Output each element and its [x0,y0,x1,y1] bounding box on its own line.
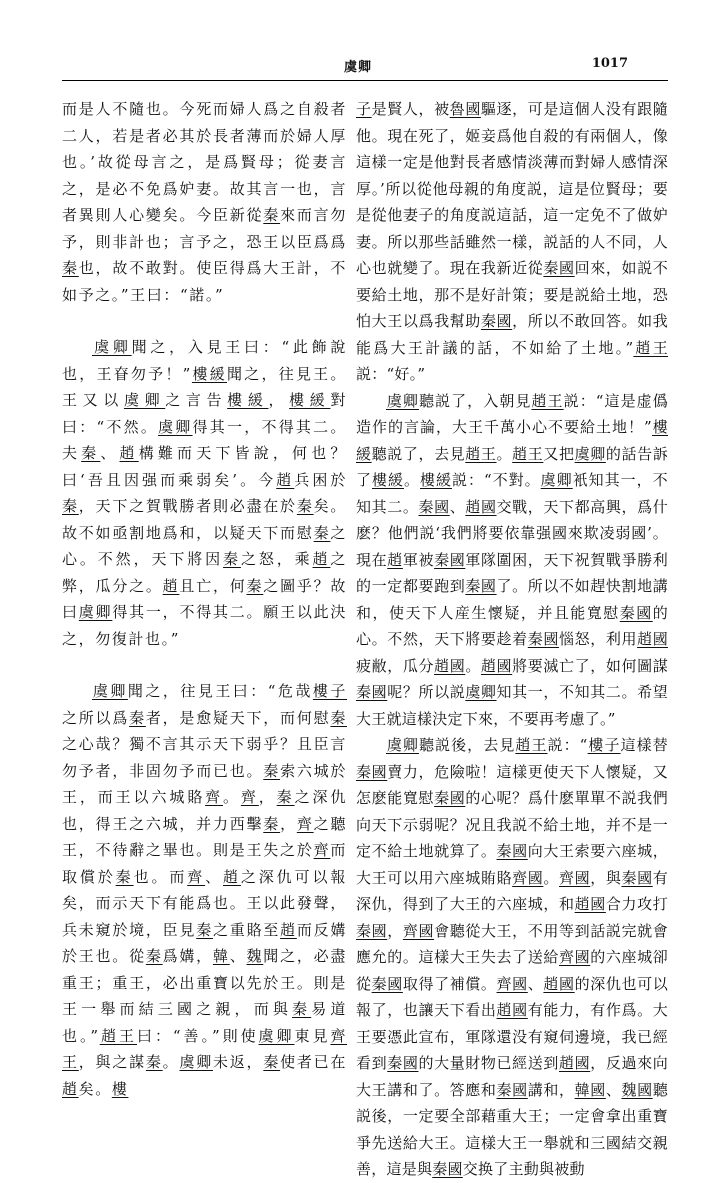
text-run: 、 [605,1080,622,1099]
proper-name: 秦 [223,550,241,568]
text-run: 曰：“善。”則使 [137,1026,259,1045]
text-run: 未返， [212,1053,264,1071]
page-number: 1017 [591,56,628,71]
proper-name: 趙王 [515,736,548,754]
text-run: 知其一，不知其二。希望大王就這樣決定下來，不要再考慮了。” [356,683,668,728]
text-run: 東見 [294,1026,331,1045]
translation-paragraph [356,96,668,388]
proper-name: 秦 [246,576,264,595]
text-run: 的六座城卻從 [356,948,668,993]
text-run: ，與之謀 [78,1053,146,1071]
proper-name: 趙 [162,576,180,595]
text-run: 易道也。” [62,1000,347,1045]
proper-name: 樓緩 [191,364,228,383]
text-run: 矣。 [78,1079,112,1098]
text-run: 者，是愈疑天下，而何慰 [145,708,331,727]
proper-name: 子 [356,100,372,118]
text-run: 索六城於王，而王以六城賂 [62,761,347,806]
text-run: 又把 [543,444,575,463]
proper-name: 秦 [62,497,79,515]
text-run: 回來，如説不要給土地，那不是好計策；要是説給土地，恐怕大王以爲我幫助 [356,259,668,330]
text-run: ，與 [590,868,622,887]
text-run: 交换了主動與被動 [462,1160,585,1178]
text-run: 聽説了，去見 [371,444,466,463]
text-run: 、 [205,867,224,886]
proper-name: 趙王 [512,444,544,463]
text-run: 呢？所以説 [387,683,466,701]
proper-name: 樓子 [312,682,348,700]
text-run: ，天下之賀戰勝者則必盡在於 [78,497,297,515]
proper-name: 秦 [129,708,146,727]
text-run: 這樣替 [620,736,668,754]
proper-name: 樓緩 [372,471,404,489]
text-run: 之弊，瓜分之。 [62,550,348,595]
proper-name: 秦 [196,920,213,939]
text-run: 聽説了，入朝見 [418,391,532,410]
proper-name: 趙 [387,550,403,569]
text-run: 也。而 [133,867,188,886]
proper-name: 樓子 [587,736,621,754]
text-run: ， [258,788,277,806]
proper-name: 秦國 [418,497,450,516]
proper-name: 趙國 [480,656,513,675]
paragraph-gap [62,308,347,334]
proper-name: 趙國 [434,656,466,675]
text-run: 兵困於 [294,470,347,489]
text-run: 交戰，天下都高興，爲什麽？他們説‘我們將要依靠强國來欺凌弱國’。現在 [356,497,668,569]
proper-name: 趙國 [496,1001,528,1019]
text-run: 、 [449,497,466,516]
proper-name: 魏 [246,947,264,965]
text-run: 而取償於 [62,841,347,886]
text-run: 之所以爲 [62,708,130,727]
classical-paragraph [62,678,347,1102]
proper-name: 韓國 [574,1080,606,1099]
running-header-title: 虞卿 [343,60,372,75]
proper-name: 虞卿 [158,417,193,436]
proper-name: 齊國 [512,868,544,887]
proper-name: 虞卿 [123,391,166,409]
text-run: 説：“好。” [356,365,426,383]
text-run: 對曰：“不然。 [62,391,348,436]
text-run: 的大量財物已經送到 [418,1054,559,1072]
proper-name: 齊國 [559,868,591,887]
proper-name: 秦 [62,259,79,277]
proper-name: 秦國 [356,683,388,701]
proper-name: 秦國 [619,603,653,622]
proper-name: 秦 [81,444,101,462]
proper-name: 韓 [212,947,230,965]
proper-name: 秦 [145,1053,163,1071]
text-run: 説：“不對。 [452,471,541,489]
text-run: 疲敝，瓜分 [356,656,435,675]
text-run: 、 [229,947,247,965]
proper-name: 秦 [263,814,281,833]
text-run: ， [268,391,290,409]
proper-name: 趙 [62,1079,79,1098]
classical-text-column [62,96,347,1102]
proper-name: 趙國 [465,497,497,516]
proper-name: 秦 [263,761,281,780]
proper-name: 齊 [313,841,331,859]
proper-name: 趙王 [531,391,564,410]
proper-name: 趙王 [633,338,668,357]
text-run: 。 [223,788,241,806]
text-run: 而是人不隨也。今死而婦人爲之自殺者二人，若是者必其於長者薄而於婦人厚也。’故從母言之，是爲賢母；從妻言之，是必不免爲妒妻。故其言一也，言者異則人心變矣。今臣新從 [62,100,347,224]
proper-name: 虞卿 [386,391,419,410]
translation-text-column [356,96,668,1183]
text-run: 了。所以不如趕快割地講和，使天下人産生懷疑，并且能寬慰 [356,577,668,622]
proper-name: 秦 [276,788,295,806]
proper-name: 秦國 [621,868,653,887]
proper-name: 秦國 [356,921,388,940]
text-run: 聞之，入見王曰：“此飾說也，王眘勿予！” [62,338,348,383]
text-run: 之怒，乘 [240,550,313,568]
text-run: 講和， [527,1080,575,1099]
text-run: 的心呢？爲什麽單單不説我們向天下示弱呢？况且我説不給土地，并不是一定不給土地就算了。 [356,789,668,860]
proper-name: 樓緩 [227,391,269,409]
proper-name: 趙 [119,444,139,462]
proper-name: 趙 [312,550,331,568]
proper-name: 虞卿 [179,1053,213,1071]
proper-name: 秦 [145,947,163,965]
proper-name: 秦國 [387,1054,419,1072]
text-run: 矣。故不如亟割地爲和，以疑天下而慰 [62,497,347,542]
proper-name: 秦國 [356,762,388,781]
proper-name: 魏國 [621,1080,653,1099]
text-run: 而反媾於王也。從 [62,920,347,965]
proper-name: 虞卿 [78,603,113,621]
text-run: 聞之，往見王。王又以 [62,364,348,409]
text-run: 之深仇也，得王之六城，并力西擊 [62,788,347,833]
proper-name: 秦國 [432,1160,463,1178]
text-run: 。 [496,444,513,463]
text-run: 説：“ [547,736,588,754]
proper-name: 虞卿 [540,471,573,489]
text-run: 。 [162,1053,180,1071]
proper-name: 魯國 [449,100,481,118]
proper-name: 齊 [240,788,259,806]
classical-paragraph [62,96,347,308]
text-run: 向大王索要六座城，大王可以用六座城賄賂 [356,842,668,887]
header-rule [62,80,668,81]
proper-name: 趙 [276,470,295,489]
proper-name: 秦 [296,497,314,515]
text-run: 會聽從大王，不用等到話説完就會應允的。這樣大王失去了送給 [356,921,668,966]
text-run: 之言告 [165,391,228,409]
text-run: 賣力，危險啦！這樣更使天下人懷疑，又怎麽能寬慰 [356,762,668,807]
proper-name: 樓 [111,1079,129,1098]
proper-name: 趙國 [559,1054,591,1072]
proper-name: 秦國 [465,577,497,595]
proper-name: 虞卿 [258,1026,295,1045]
text-run: 爲媾， [162,947,213,965]
text-run: 構難而天下皆說，何也？曰‘吾且因强而乘弱矣’。今 [62,444,347,489]
text-run: 聽説後，去見 [418,736,516,754]
text-run: 説：“這是虚僞造作的言論，大王千萬小心不要給土地！” [356,391,668,436]
text-run: 的深仇也可以報了，也讓天下看出 [356,974,668,1019]
classical-paragraph [62,334,347,652]
text-run: 之心哉？獨不言其示天下弱乎？且臣言勿予者，非固勿予而已也。 [62,735,347,780]
text-run: 且亡，何 [179,576,247,595]
text-run: 的心。不然，天下將要趁着 [356,603,668,648]
text-run: 、 [527,974,544,993]
proper-name: 趙 [223,867,241,886]
proper-name: 秦國 [527,630,560,648]
text-run: 。 [543,868,559,887]
text-run: ，反過來向大王講和了。答應和 [356,1054,668,1099]
text-run: 、 [100,444,120,462]
text-run: 聞之，往見王曰：“危哉 [127,682,313,700]
proper-name: 虞卿 [92,682,128,700]
text-run: 之重賂至 [212,920,281,939]
text-run: ， [387,921,403,940]
proper-name: 趙國 [543,974,575,993]
text-run: 得其一，不得其二。夫 [62,417,347,462]
text-run: 之聽王，不待辭之畢也。則是王失之於 [62,814,347,859]
proper-name: 樓緩 [289,391,331,409]
proper-name: 秦 [313,523,331,542]
text-run: 有能力，有作爲。大王要憑此宣布，軍隊還没有窺伺邊境，我已經看到 [356,1001,668,1072]
proper-name: 秦國 [434,789,466,807]
proper-name: 虞卿 [386,736,419,754]
proper-name: 樓緩 [356,418,668,463]
proper-name: 秦國 [371,974,403,993]
proper-name: 秦國 [496,842,528,860]
text-run: 。 [404,471,420,489]
text-run: 使者已在 [280,1053,348,1071]
proper-name: 齊 [187,867,206,886]
proper-name: 齊 [296,814,314,833]
text-run: 軍被 [402,550,435,569]
text-run: 取得了補償。 [402,974,497,993]
text-run: 也，故不敢對。使臣得爲大王計，不如予之。”王曰：“諾。” [62,259,347,304]
text-run: 聽説後，一定要全部藉重大王；一定會拿出重寶爭先送給大王。這樣大王一舉就和三國結交親善，這是與 [356,1080,668,1178]
proper-name: 秦國 [434,550,466,569]
text-run: 合力攻打 [605,895,668,913]
proper-name: 趙國 [637,630,668,648]
proper-name: 趙王 [465,444,497,463]
proper-name: 虞卿 [574,444,606,463]
text-run: 有深仇，得到了大王的六座城，和 [356,868,668,913]
proper-name: 秦 [115,867,134,886]
text-run: 將要滅亡了，如何圖謀 [512,656,668,675]
text-run: 之深仇可以報矣，而示天下有能爲也。王以此發聲，兵未窺於境，臣見 [62,867,347,939]
proper-name: 秦 [263,206,281,224]
proper-name: 秦 [330,708,347,727]
text-run: 衹知其一，不知其二。 [356,471,668,516]
text-run: 之圖乎？故曰 [62,576,347,621]
proper-name: 齊國 [496,974,528,993]
translation-paragraph [356,732,668,1183]
proper-name: 秦國 [496,1080,528,1099]
proper-name: 趙國 [574,895,606,913]
text-run: 得其一，不得其二。願王以此決之，勿復計也。” [62,603,348,648]
proper-name: 齊國 [402,921,435,940]
translation-paragraph [356,388,668,733]
proper-name: 趙 [280,920,297,939]
text-run: 惱怒，利用 [559,630,638,648]
text-run: 聞之，必盡重王；重王，必出重寶以先於王。則是王一舉而結三國之親，而與 [62,947,347,1018]
proper-name: 趙王 [99,1026,137,1045]
text-run: 來而言勿予，則非計也；言予之，恐王以臣爲爲 [62,206,347,251]
proper-name: 齊 [205,788,223,806]
text-run: ，所以不敢回答。如我能爲大王計議的話，不如給了土地。” [356,312,668,357]
proper-name: 齊國 [559,948,591,966]
paragraph-gap [62,652,347,678]
proper-name: 虞卿 [465,683,497,701]
text-run: 之心。不然，天下將因 [62,523,347,568]
proper-name: 齊王 [62,1026,348,1071]
text-run: 是賢人，被 [371,100,450,118]
proper-name: 虞卿 [92,338,132,356]
proper-name: 秦國 [480,312,513,330]
text-run: 。 [465,656,481,675]
proper-name: 秦 [263,1053,281,1071]
text-run: 驅逐，可是這個人没有跟隨他。現在死了，姬妾爲他自殺的有兩個人，像這樣一定是他對長者感情淡薄而對婦人感情深厚。’所以從他母親的角度説，這是位賢母；要是從他妻子的角度説這話，這一定免不了做妒妻。所以那些話雖然一樣，説話的人不同，人心也就變了。現在我新近從 [356,100,668,277]
proper-name: 樓緩 [420,471,452,489]
proper-name: 秦 [292,1000,312,1018]
text-run: 的話告訴了 [356,444,668,489]
text-run: 軍隊圍困，天下祝賀戰爭勝利的一定都要跑到 [356,550,668,595]
text-run: ， [280,814,297,833]
proper-name: 秦國 [543,259,575,277]
